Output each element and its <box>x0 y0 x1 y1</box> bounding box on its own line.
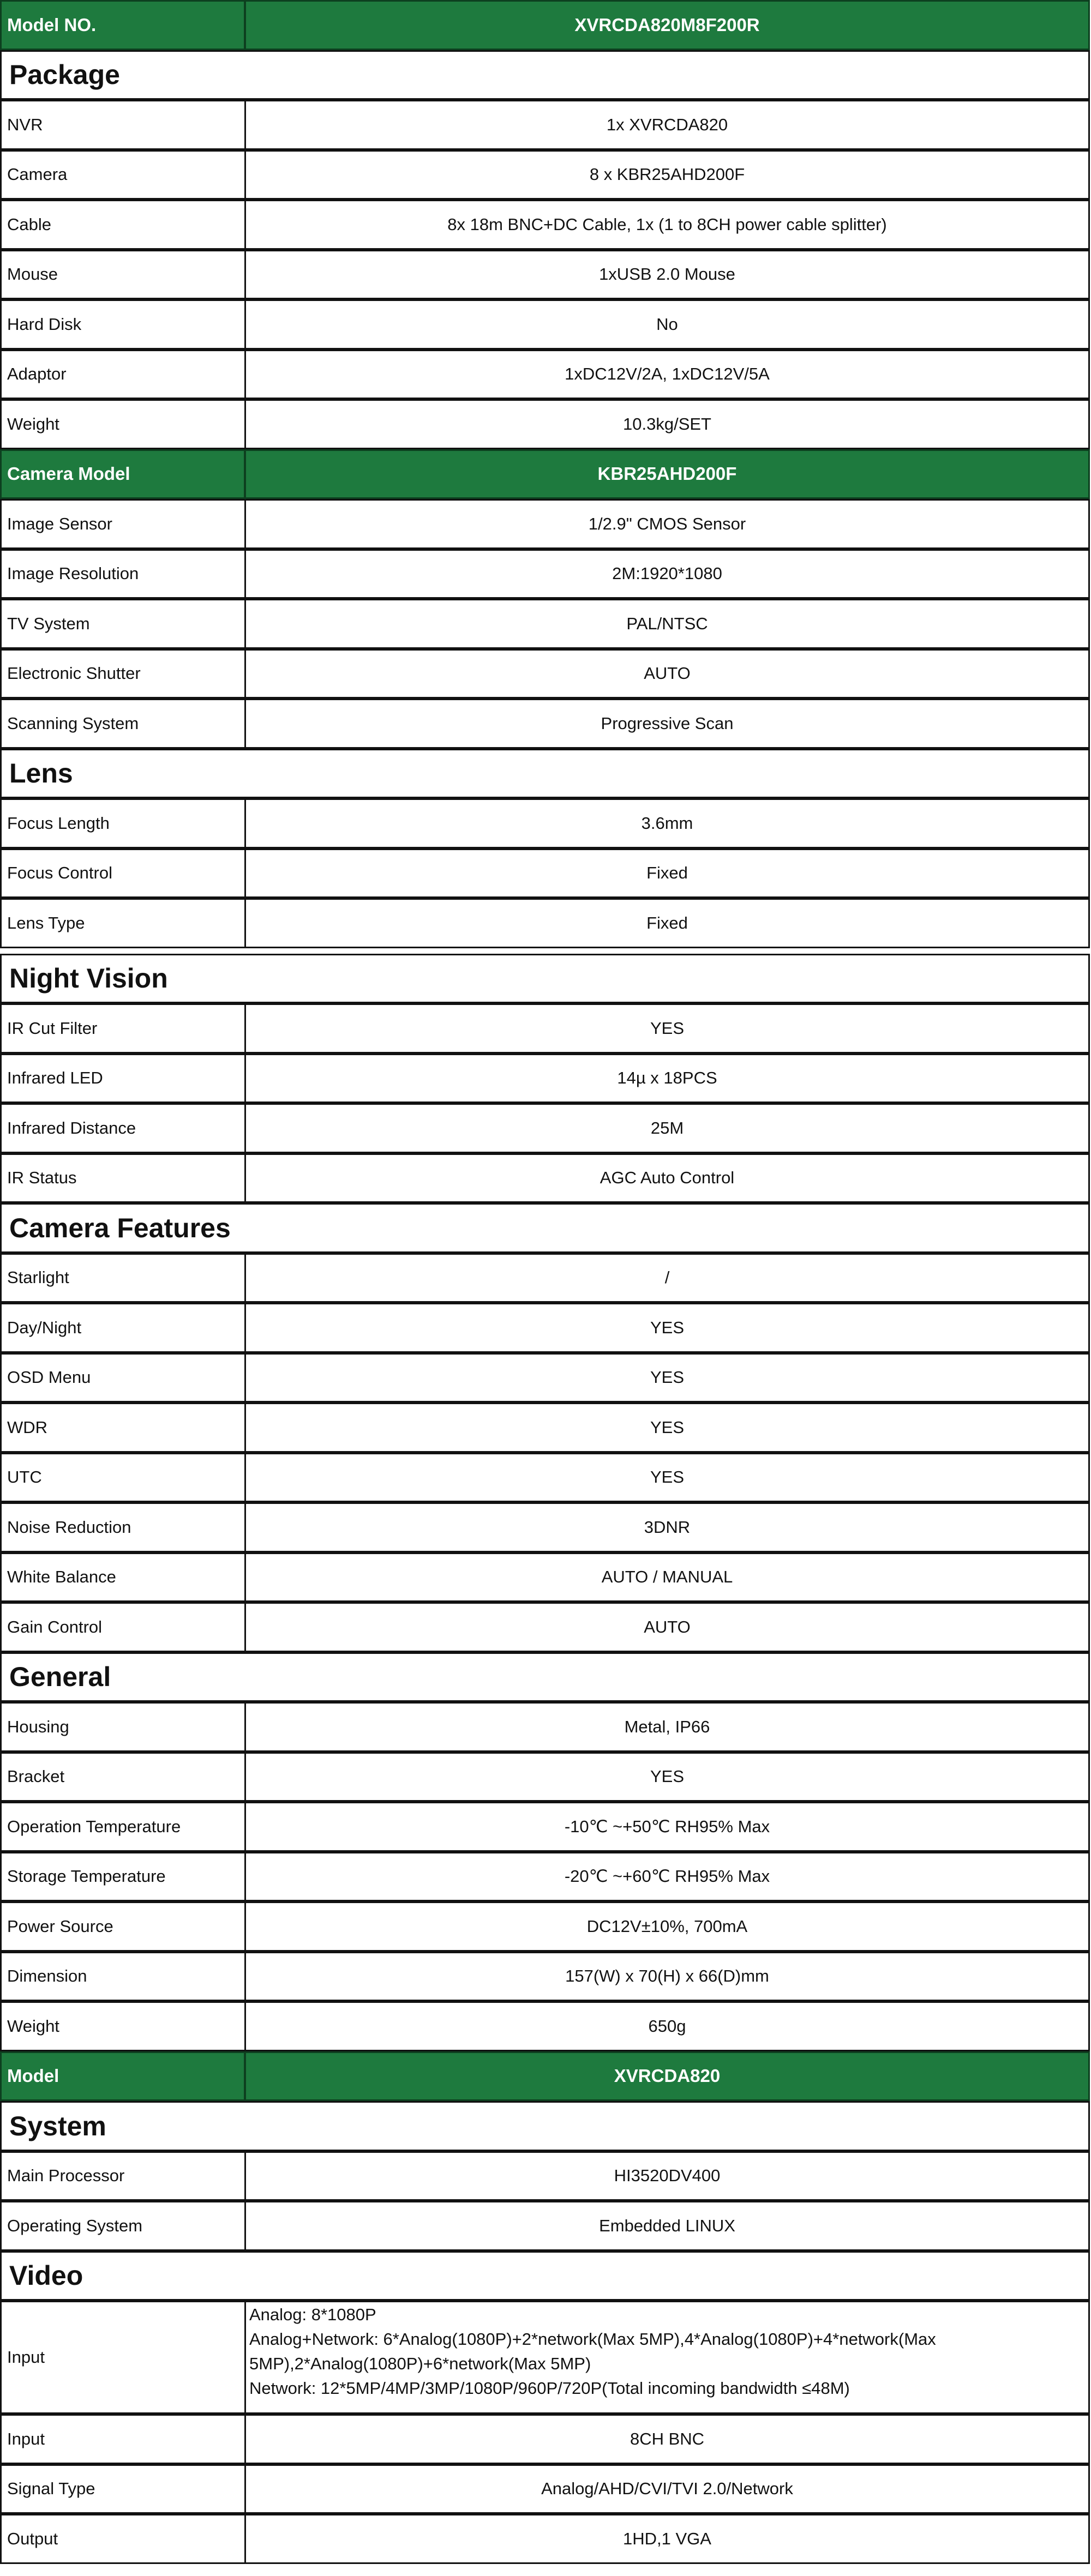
header-row-model-no <box>0 0 1090 50</box>
spec-row-scanning-system <box>0 699 1090 749</box>
spec-label: Power Source <box>2 1903 246 1950</box>
spec-label: Mouse <box>2 251 246 298</box>
spec-label: Lens Type <box>2 900 246 947</box>
section-heading-system: System <box>0 2101 1090 2151</box>
spec-value: 1/2.9" CMOS Sensor <box>588 514 746 533</box>
spec-value: 1HD,1 VGA <box>623 2529 711 2548</box>
spec-row-focus-length <box>0 798 1090 848</box>
spec-row-lens-type <box>0 898 1090 948</box>
spec-label: Model <box>2 2053 246 2100</box>
spec-row-white-balance <box>0 1552 1090 1603</box>
spec-label: Electronic Shutter <box>2 651 246 697</box>
spec-value: YES <box>650 1368 685 1387</box>
spec-label: Image Sensor <box>2 501 246 547</box>
spec-row-ir-cut-filter <box>0 1003 1090 1054</box>
spec-value: 1xUSB 2.0 Mouse <box>599 264 735 284</box>
spec-value: -10℃ ~+50℃ RH95% Max <box>564 1816 770 1836</box>
spec-label: Signal Type <box>2 2466 246 2513</box>
spec-label: Focus Length <box>2 800 246 847</box>
spec-label: Camera Model <box>2 451 246 498</box>
spec-value: AUTO / MANUAL <box>601 1567 733 1587</box>
spec-label: Adaptor <box>2 351 246 398</box>
spec-label: Weight <box>2 2003 246 2050</box>
spec-row-operating-system <box>0 2201 1090 2251</box>
spec-row-output <box>0 2514 1090 2564</box>
spec-value: 3.6mm <box>641 813 693 833</box>
spec-label: Scanning System <box>2 700 246 747</box>
spec-value: HI3520DV400 <box>614 2166 721 2186</box>
spec-row-day-night <box>0 1303 1090 1353</box>
spec-row-image-resolution <box>0 549 1090 599</box>
spec-value: YES <box>650 1317 685 1337</box>
spec-row-main-processor <box>0 2151 1090 2201</box>
spec-row-camera <box>0 150 1090 200</box>
spec-label: Operation Temperature <box>2 1803 246 1850</box>
section-heading-camera-features: Camera Features <box>0 1203 1090 1253</box>
spec-value: No <box>656 314 678 334</box>
spec-value: -20℃ ~+60℃ RH95% Max <box>564 1867 770 1886</box>
spec-row-focus-control <box>0 848 1090 899</box>
spec-label: Model NO. <box>2 2 246 49</box>
spec-value: 25M <box>650 1118 684 1137</box>
spec-row-infrared-distance <box>0 1103 1090 1153</box>
spec-value: YES <box>650 1018 685 1038</box>
spec-value-line: Network: 12*5MP/4MP/3MP/1080P/960P/720P(Total incoming bandwidth ≤48M) <box>249 2379 850 2398</box>
spec-row-mouse <box>0 250 1090 300</box>
header-row-model <box>0 2051 1090 2102</box>
spec-label: OSD Menu <box>2 1355 246 1401</box>
spec-label: White Balance <box>2 1554 246 1601</box>
spec-row-ir-status <box>0 1153 1090 1203</box>
spec-value: Progressive Scan <box>601 713 734 733</box>
spec-label: Cable <box>2 201 246 248</box>
spec-label: Storage Temperature <box>2 1853 246 1900</box>
spec-row-tv-system <box>0 599 1090 649</box>
spec-label: Housing <box>2 1704 246 1750</box>
spec-value: Analog/AHD/CVI/TVI 2.0/Network <box>541 2479 793 2499</box>
spec-row-noise-reduction <box>0 1502 1090 1552</box>
spec-label: Dimension <box>2 1953 246 2000</box>
spec-row-cable <box>0 200 1090 250</box>
section-heading-package: Package <box>0 50 1090 100</box>
spec-row-infrared-led <box>0 1054 1090 1104</box>
spec-value: XVRCDA820 <box>614 2066 721 2086</box>
spec-row-signal-type <box>0 2464 1090 2514</box>
spec-value: PAL/NTSC <box>626 613 708 633</box>
spec-label: Weight <box>2 401 246 448</box>
spec-label: Day/Night <box>2 1304 246 1351</box>
spec-row-dimension <box>0 1952 1090 2002</box>
spec-row-utc <box>0 1453 1090 1503</box>
spec-row-input <box>0 2414 1090 2464</box>
spec-label: NVR <box>2 101 246 148</box>
spec-label: Image Resolution <box>2 551 246 598</box>
spec-label: Infrared LED <box>2 1055 246 1102</box>
spec-value: DC12V±10%, 700mA <box>586 1916 748 1936</box>
spec-value: 8CH BNC <box>630 2429 705 2448</box>
spec-label: Main Processor <box>2 2153 246 2200</box>
spec-label: WDR <box>2 1404 246 1451</box>
spec-value: Embedded LINUX <box>599 2216 735 2235</box>
spec-value: / <box>664 1268 670 1287</box>
section-heading-general: General <box>0 1652 1090 1702</box>
spec-label: Infrared Distance <box>2 1105 246 1152</box>
spec-row-bracket <box>0 1752 1090 1802</box>
spec-label: Gain Control <box>2 1604 246 1651</box>
spec-label: IR Status <box>2 1155 246 1202</box>
spec-value: 157(W) x 70(H) x 66(D)mm <box>565 1966 769 1986</box>
spec-value: XVRCDA820M8F200R <box>574 14 760 35</box>
spec-row-image-sensor <box>0 499 1090 549</box>
spec-label: Output <box>2 2515 246 2562</box>
spec-row-adaptor <box>0 350 1090 400</box>
spec-row-gain-control <box>0 1602 1090 1652</box>
section-break <box>0 948 1090 954</box>
spec-row-osd-menu <box>0 1353 1090 1403</box>
spec-value: AUTO <box>644 1617 691 1636</box>
spec-row-housing <box>0 1702 1090 1752</box>
spec-value: 1xDC12V/2A, 1xDC12V/5A <box>565 364 770 384</box>
spec-value-line: 5MP),2*Analog(1080P)+6*network(Max 5MP) <box>249 2354 591 2373</box>
spec-row-storage-temperature <box>0 1852 1090 1902</box>
spec-row-nvr <box>0 100 1090 150</box>
spec-row-input <box>0 2301 1090 2414</box>
spec-value: AUTO <box>644 664 691 683</box>
spec-value: 1x XVRCDA820 <box>606 115 728 134</box>
spec-value: YES <box>650 1467 685 1487</box>
spec-row-wdr <box>0 1403 1090 1453</box>
spec-label: IR Cut Filter <box>2 1005 246 1052</box>
spec-row-weight <box>0 399 1090 449</box>
spec-label: Starlight <box>2 1255 246 1302</box>
spec-value: 3DNR <box>644 1517 691 1537</box>
spec-value: AGC Auto Control <box>600 1168 735 1188</box>
spec-label: Input <box>2 2302 246 2412</box>
spec-label: Operating System <box>2 2202 246 2249</box>
spec-value: 650g <box>648 2016 686 2036</box>
section-heading-video: Video <box>0 2251 1090 2301</box>
spec-value: 10.3kg/SET <box>623 414 711 434</box>
spec-value: Fixed <box>646 863 688 883</box>
spec-row-hard-disk <box>0 299 1090 350</box>
spec-label: Hard Disk <box>2 301 246 348</box>
spec-value: Fixed <box>646 913 688 932</box>
spec-label: Noise Reduction <box>2 1504 246 1551</box>
spec-value: Metal, IP66 <box>624 1717 710 1736</box>
spec-label: Camera <box>2 152 246 198</box>
spec-row-weight <box>0 2001 1090 2051</box>
section-heading-night-vision: Night Vision <box>0 954 1090 1004</box>
spec-value-line: Analog+Network: 6*Analog(1080P)+2*network(Max 5MP),4*Analog(1080P)+4*network(Max <box>249 2330 936 2349</box>
header-row-camera-model <box>0 449 1090 499</box>
spec-row-electronic-shutter <box>0 649 1090 699</box>
spec-label: UTC <box>2 1454 246 1501</box>
spec-label: Bracket <box>2 1754 246 1801</box>
spec-value: 8x 18m BNC+DC Cable, 1x (1 to 8CH power cable splitter) <box>447 214 887 234</box>
spec-value: 14µ x 18PCS <box>617 1068 717 1088</box>
spec-value-line: Analog: 8*1080P <box>249 2305 376 2324</box>
spec-value: YES <box>650 1767 685 1786</box>
spec-row-operation-temperature <box>0 1802 1090 1852</box>
spec-row-starlight <box>0 1253 1090 1303</box>
spec-label: Input <box>2 2416 246 2463</box>
spec-label: TV System <box>2 600 246 647</box>
spec-value: 8 x KBR25AHD200F <box>589 165 745 184</box>
spec-value: 2M:1920*1080 <box>612 564 722 583</box>
spec-row-power-source <box>0 1901 1090 1952</box>
spec-value: YES <box>650 1417 685 1437</box>
spec-value <box>246 2302 1088 2412</box>
section-heading-lens: Lens <box>0 749 1090 799</box>
spec-label: Focus Control <box>2 850 246 897</box>
spec-value: KBR25AHD200F <box>597 464 737 484</box>
